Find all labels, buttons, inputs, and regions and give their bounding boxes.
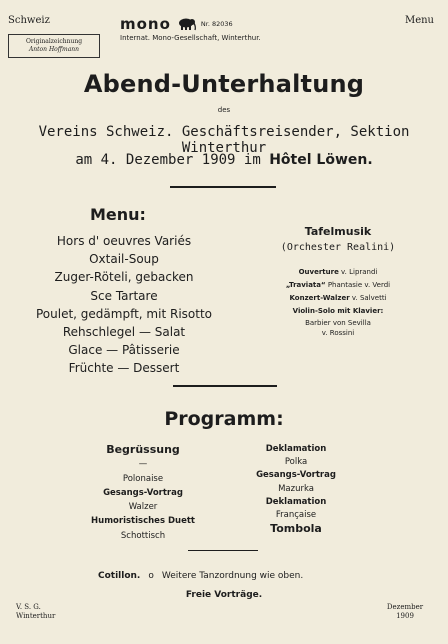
brand-subtitle: Internat. Mono-Gesellschaft, Winterthur. <box>120 34 261 42</box>
music-item: Konzert-Walzer v. Salvetti <box>289 294 387 302</box>
program-item: Française <box>275 510 317 521</box>
original-drawing-box <box>8 34 100 58</box>
program-item: Tombola <box>270 522 322 536</box>
programm-right-column <box>243 443 349 535</box>
program-item: Begrüssung <box>106 443 180 456</box>
subtitle-line2 <box>0 152 448 168</box>
menu-item: Oxtail-Soup <box>89 252 159 267</box>
orchestra-label: (Orchester Realini) <box>280 242 396 253</box>
header-right-label: Menu <box>404 15 434 26</box>
footer-left-line1: V. S. G. <box>16 603 41 611</box>
footer-left <box>16 603 55 621</box>
freie-vortraege: Freie Vorträge. <box>185 590 263 600</box>
menu-item: Hors d' oeuvres Variés <box>56 234 192 248</box>
menu-item: Zuger-Röteli, gebacken <box>54 270 194 285</box>
subtitle-venue: Hôtel Löwen. <box>269 152 373 168</box>
cotillon-text: Weitere Tanzordnung wie oben. <box>161 571 304 581</box>
menu-item: Glace — Pâtisserie <box>68 343 180 358</box>
music-item: Violin-Solo mit Klavier: <box>292 307 384 315</box>
program-item: Walzer <box>128 502 158 513</box>
program-dash: — <box>138 459 148 470</box>
page-title: Abend-Unterhaltung <box>83 70 365 98</box>
program-item: Gesangs-Vortrag <box>256 470 336 481</box>
menu-item: Früchte — Dessert <box>68 361 180 376</box>
menu-list <box>20 232 228 378</box>
program-item: Gesangs-Vortrag <box>103 487 183 498</box>
menu-heading: Menu: <box>90 205 146 224</box>
divider-top <box>170 186 276 188</box>
program-item: Schottisch <box>120 530 166 541</box>
menu-item: Poulet, gedämpft, mit Risotto <box>36 306 212 321</box>
program-item: Deklamation <box>265 444 327 454</box>
music-item: Ouverture v. Liprandi <box>298 268 378 276</box>
program-item: Humoristisches Duett <box>91 516 195 527</box>
music-item: „Traviata“ Phantasie v. Verdi <box>285 281 391 289</box>
brand-block <box>120 15 330 42</box>
program-item: Deklamation <box>265 496 327 507</box>
original-line1: Originalzeichnung <box>25 38 83 45</box>
footer-right <box>380 603 430 621</box>
brand-name: mono <box>120 15 171 33</box>
tafelmusik-block <box>268 225 408 338</box>
programm-heading: Programm: <box>164 408 284 430</box>
music-item: v. Rossini <box>321 329 355 337</box>
subtitle-date: am 4. Dezember 1909 im <box>75 152 261 168</box>
program-item: Polka <box>284 457 308 468</box>
program-item: Polonaise <box>122 473 164 484</box>
tafelmusik-heading: Tafelmusik <box>304 225 372 238</box>
bullet-icon: o <box>148 571 154 581</box>
program-item: Mazurka <box>278 483 314 494</box>
des-label: des <box>217 106 231 114</box>
brand-number: Nr. 82036 <box>200 20 233 28</box>
menu-item: Sce Tartare <box>90 288 158 303</box>
footer-right-line2: 1909 <box>396 612 414 620</box>
subtitle-line1: Vereins Schweiz. Geschäftsreisender, Sektion Winterthur <box>38 124 410 156</box>
elephant-icon <box>175 17 197 31</box>
divider-bottom <box>188 550 258 551</box>
divider-middle <box>173 385 277 387</box>
footer-right-line1: Dezember <box>386 603 424 611</box>
original-line2: Anton Hoffmann <box>28 46 80 53</box>
music-item: Barbier von Sevilla <box>305 319 371 327</box>
cotillon-label: Cotillon. <box>98 571 141 581</box>
menu-item: Rehschlegel — Salat <box>62 325 186 340</box>
programm-left-column <box>86 443 200 543</box>
footer-left-line2: Winterthur <box>16 612 56 620</box>
header-left-label: Schweiz <box>8 15 50 26</box>
cotillon-line <box>98 571 303 581</box>
